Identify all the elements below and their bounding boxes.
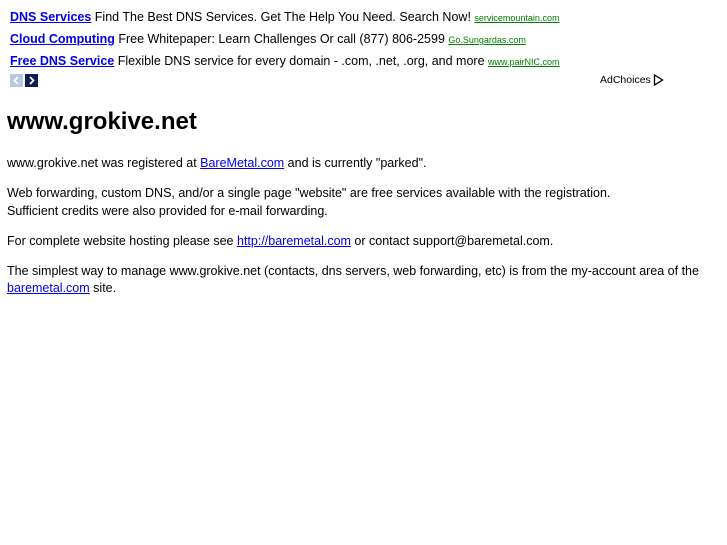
text: www.grokive.net was registered at [7, 156, 201, 170]
ad-row [10, 8, 670, 30]
hosting-paragraph [7, 233, 719, 251]
text: and is currently "parked". [284, 156, 427, 170]
ad-navigation [10, 74, 38, 88]
baremetal-link[interactable]: BareMetal.com [200, 156, 285, 170]
ad-description: Find The Best DNS Services. Get The Help You Need. Search Now! [94, 10, 471, 24]
chevron-left-icon [12, 76, 21, 85]
ad-url-link[interactable]: servicemountain.com [474, 13, 560, 23]
text: Web forwarding, custom DNS, and/or a single page "website" are free services available with the registration. [7, 186, 611, 200]
adchoices-icon [653, 74, 664, 86]
registration-paragraph [7, 155, 719, 173]
ad-title-link[interactable]: DNS Services [10, 10, 92, 24]
text: For complete website hosting please see [7, 233, 237, 248]
ad-row [10, 52, 670, 74]
text: site. [89, 281, 117, 295]
adchoices-label: AdChoices [600, 74, 651, 86]
page-title: www.grokive.net [7, 108, 197, 135]
ad-row [10, 30, 670, 52]
services-paragraph [7, 185, 719, 220]
ad-title-link[interactable]: Free DNS Service [10, 54, 115, 68]
text: Sufficient credits were also provided for e-mail forwarding. [7, 203, 328, 218]
text: The simplest way to manage www.grokive.net (contacts, dns servers, web forwarding, etc) is from the my-account area of the [7, 263, 699, 278]
ad-prev-button[interactable] [10, 74, 23, 87]
page-content [7, 155, 719, 310]
ad-url-link[interactable]: www.pairNIC.com [488, 57, 560, 67]
ad-description: Flexible DNS service for every domain - .com, .net, .org, and more [117, 54, 485, 68]
text: or contact support@baremetal.com. [350, 233, 554, 248]
ad-title-link[interactable]: Cloud Computing [10, 32, 115, 46]
ad-description: Free Whitepaper: Learn Challenges Or call (877) 806-2599 [118, 32, 445, 46]
ad-block [10, 8, 670, 86]
manage-paragraph [7, 263, 719, 298]
ad-url-link[interactable]: Go.Sungardas.com [448, 35, 526, 45]
baremetal-site-link[interactable]: baremetal.com [7, 281, 90, 295]
adchoices-link[interactable] [600, 74, 664, 86]
ad-next-button[interactable] [25, 74, 38, 87]
chevron-right-icon [27, 76, 36, 85]
baremetal-url-link[interactable]: http://baremetal.com [237, 233, 351, 248]
